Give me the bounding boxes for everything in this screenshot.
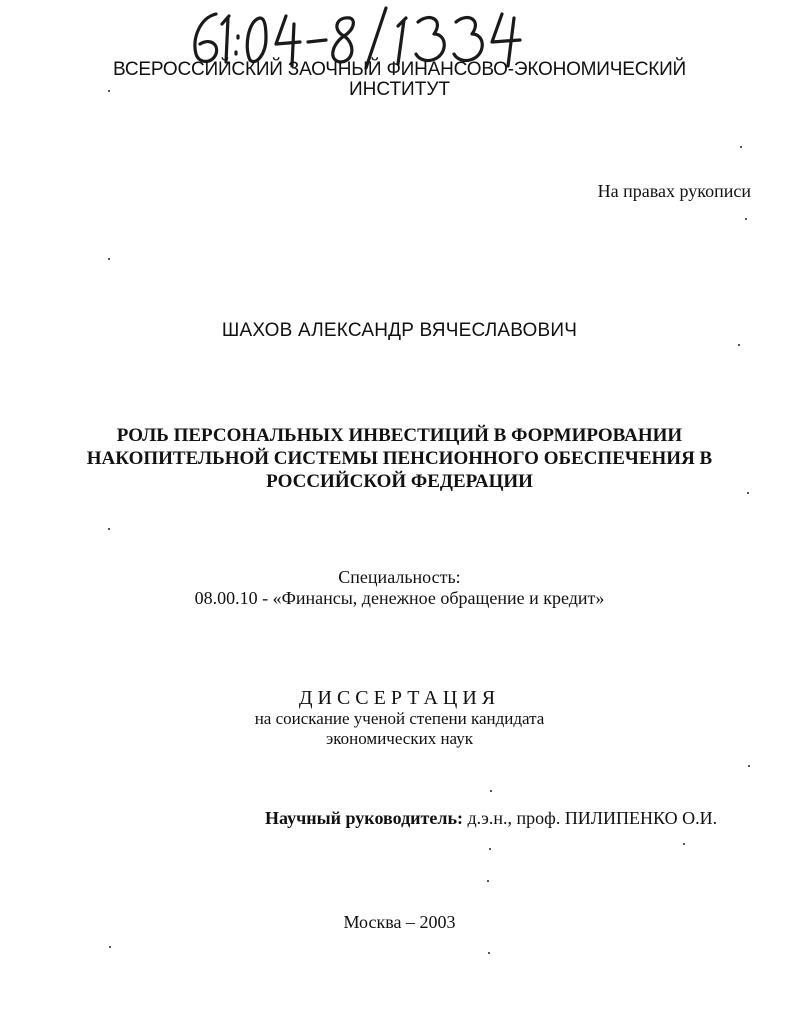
title-line1: РОЛЬ ПЕРСОНАЛЬНЫХ ИНВЕСТИЦИЙ В ФОРМИРОВАНИИ bbox=[116, 425, 683, 446]
author-name: ШАХОВ АЛЕКСАНДР ВЯЧЕСЛАВОВИЧ bbox=[221, 320, 578, 341]
title-line2: НАКОПИТЕЛЬНОЙ СИСТЕМЫ ПЕНСИОННОГО ОБЕСПЕЧЕНИЯ В bbox=[86, 448, 713, 469]
specialty-label: Специальность: bbox=[338, 567, 461, 587]
supervisor-label: Научный руководитель: bbox=[265, 808, 463, 828]
scan-speck bbox=[108, 528, 110, 530]
dissertation-heading: ДИССЕРТАЦИЯ bbox=[298, 687, 501, 709]
scan-speck bbox=[740, 146, 742, 148]
supervisor-value: д.э.н., проф. ПИЛИПЕНКО О.И. bbox=[463, 808, 718, 828]
scan-speck bbox=[738, 344, 740, 346]
title-line3: РОССИЙСКОЙ ФЕДЕРАЦИИ bbox=[266, 471, 533, 492]
scan-speck bbox=[488, 952, 490, 954]
scan-speck bbox=[109, 946, 111, 948]
dissertation-title bbox=[0, 424, 799, 493]
scan-speck bbox=[683, 843, 685, 845]
scan-speck bbox=[487, 880, 489, 882]
degree-line2: экономических наук bbox=[325, 729, 474, 748]
institute-name-line1: ВСЕРОССИЙСКИЙ ЗАОЧНЫЙ ФИНАНСОВО-ЭКОНОМИЧЕСКИЙ bbox=[113, 59, 686, 80]
scan-speck bbox=[108, 258, 110, 260]
specialty-value: 08.00.10 - «Финансы, денежное обращение и кредит» bbox=[194, 588, 605, 608]
degree-line1: на соискание ученой степени кандидата bbox=[254, 709, 545, 728]
scan-speck bbox=[747, 492, 749, 494]
scan-speck bbox=[108, 90, 110, 92]
institute-name-line2: ИНСТИТУТ bbox=[348, 79, 450, 100]
scan-speck bbox=[748, 765, 750, 767]
scan-speck bbox=[489, 848, 491, 850]
scan-speck bbox=[490, 790, 492, 792]
city-year: Москва – 2003 bbox=[343, 912, 456, 932]
supervisor-line bbox=[265, 808, 717, 829]
scan-speck bbox=[745, 218, 747, 220]
manuscript-rights-note: На правах рукописи bbox=[597, 181, 751, 201]
